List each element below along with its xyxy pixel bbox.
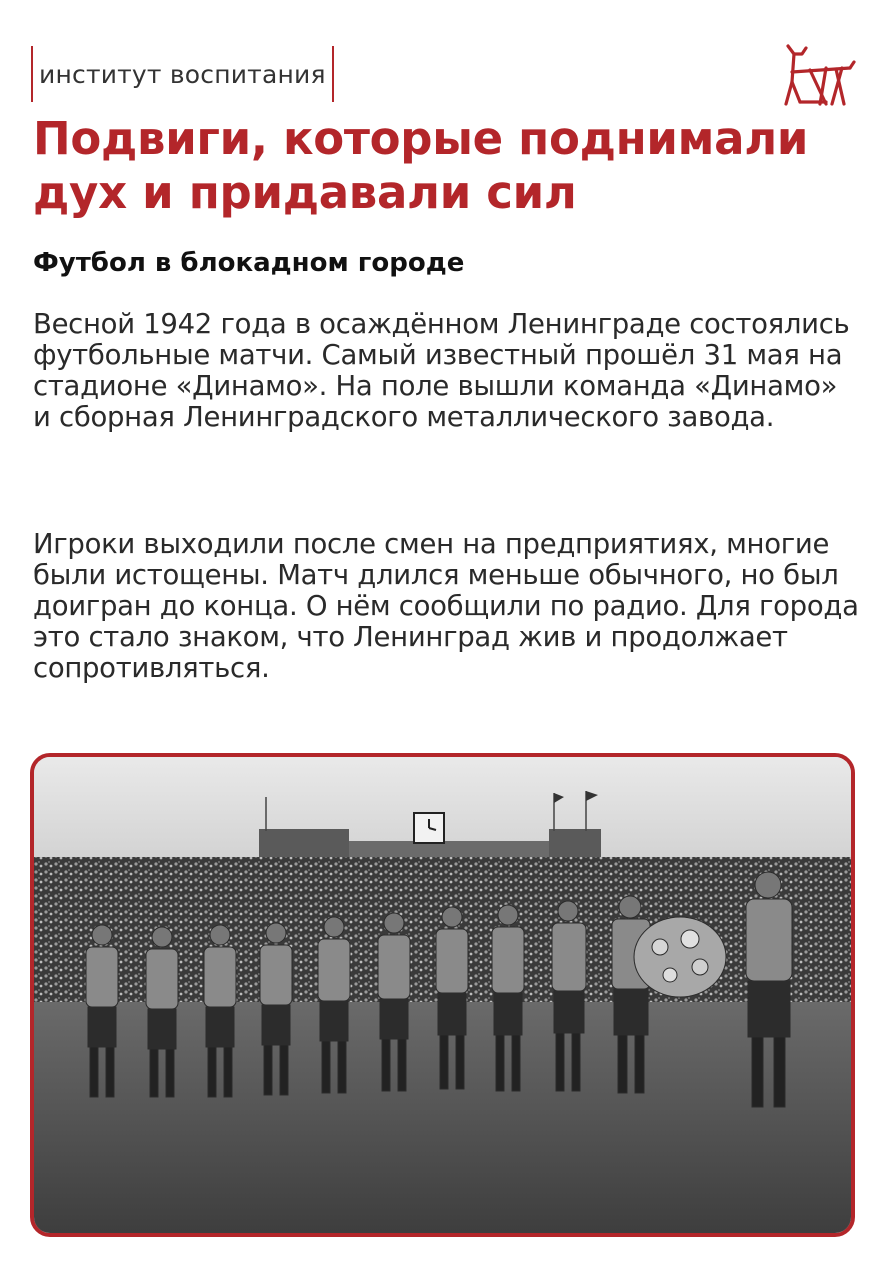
brand-label (31, 46, 334, 102)
team-photo-icon (34, 757, 851, 1233)
paragraph-1: Весной 1942 года в осаждённом Ленинграде состоялись футбольные матчи. Самый известный прошёл 31 мая на стадионе «Динамо». На поле вышли команда «Динамо» и сборная Ленинградского металлического завода. (33, 308, 850, 433)
paragraph-2: Игроки выходили после смен на предприятиях, многие были истощены. Матч длился меньше обычного, но был доигран до конца. О нём сообщили по радио. Для города это стало знаком, что Ленинград жив и продолжает сопротивляться. (33, 528, 859, 684)
chair-horse-logo-icon (780, 42, 856, 108)
section-subtitle: Футбол в блокадном городе (33, 248, 465, 278)
team-photo (30, 753, 855, 1237)
brand-text: институт воспитания (39, 59, 326, 89)
page-title: Подвиги, которые поднимали дух и придавали сил (33, 112, 809, 219)
